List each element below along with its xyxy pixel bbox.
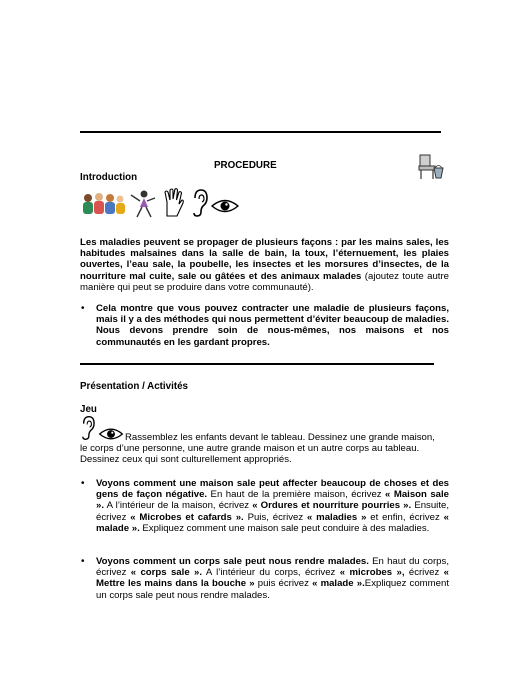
intro-heading: Introduction <box>80 172 138 183</box>
body-text-4: puis écrivez <box>254 578 313 590</box>
body-bold-3: « microbes », <box>339 567 405 579</box>
house-text-5: et enfin, écrivez <box>366 511 444 523</box>
body-bold-4: « Mettre les mains dans la bouche » <box>96 567 449 590</box>
body-text-3: écrivez <box>404 567 444 579</box>
body-bold-2: « corps sale ». <box>130 567 203 579</box>
eye-icon <box>98 427 124 441</box>
chair-bucket-clipart-icon <box>416 152 446 182</box>
children-group-icon <box>80 192 126 218</box>
clipart-strip <box>80 186 240 220</box>
intro-bullet: Cela montre que vous pouvez contracter une maladie de plusieurs façons, mais il y a des méthodes qui nous permettent d’éviter beaucoup de maladies. Nous devons prendre soin de nous-mêmes, nos maisons et nos communautés en les gardant propres. <box>96 303 449 348</box>
house-bold-2: « Maison sale ». <box>96 489 449 512</box>
top-divider <box>80 131 441 133</box>
house-lead: Voyons comment une maison sale peut affecter beaucoup de choses et des gens de façon négative. <box>96 478 449 501</box>
house-text-1: En haut de la première maison, écrivez <box>207 489 386 501</box>
bullet-dirty-body <box>96 556 449 601</box>
eye-icon <box>211 198 239 214</box>
body-text-5: Expliquez comment un corps sale peut nous rendre malades. <box>96 578 450 601</box>
jeu-text-line-1: Rassemblez les enfants devant le tableau. Dessinez une grande maison, <box>125 432 435 443</box>
jeu-text-continued: le corps d’une personne, une autre grande maison et un autre corps au tableau. Dessinez ceux qui sont culturellement appropriés. <box>80 443 420 466</box>
bullet-marker: • <box>81 303 85 314</box>
bullet-marker: • <box>81 556 85 567</box>
house-text-4: Puis, écrivez <box>243 511 307 523</box>
middle-divider <box>80 363 434 365</box>
body-bold-5: « malade ». <box>312 578 365 590</box>
body-text-1: En haut du corps, écrivez <box>96 556 449 579</box>
bullet-dirty-house <box>96 478 449 534</box>
presentation-heading: Présentation / Activités <box>80 381 188 392</box>
intro-lead: Les maladies peuvent se propager de plusieurs façons : par les mains sales, les habitudes malsaines dans la salle de bain, la toux, l’éternuement, les plaies ouvertes, l’eau sale, la poubelle, les insectes et les morsures d’insectes, de la nourriture mal cuite, sale ou gâtées et des animaux malades <box>80 237 449 282</box>
house-bold-4: « Microbes et cafards ». <box>130 511 244 523</box>
procedure-title: PROCEDURE <box>214 160 277 171</box>
body-lead: Voyons comment un corps sale peut nous rendre malades. <box>96 556 369 567</box>
house-text-3: Ensuite, écrivez <box>96 500 449 523</box>
dancing-figure-icon <box>126 189 158 219</box>
jeu-label: Jeu <box>80 404 97 415</box>
body-text-2: A l’intérieur du corps, écrivez <box>202 567 340 579</box>
house-text-2: A l’intérieur de la maison, écrivez <box>104 500 253 512</box>
house-bold-3: « Ordures et nourriture pourries ». <box>252 500 412 512</box>
house-text-6: Expliquez comment une maison sale peut conduire à des maladies. <box>139 522 430 534</box>
intro-tail: (ajoutez toute autre manière qui peut se produire dans votre communauté). <box>80 270 449 293</box>
bullet-marker: • <box>81 478 85 489</box>
ear-icon <box>191 188 209 218</box>
house-bold-5: « maladies » <box>306 511 367 523</box>
house-bold-6: « malade ». <box>96 511 449 534</box>
raised-hand-icon <box>160 186 186 218</box>
intro-paragraph <box>80 237 449 293</box>
ear-icon <box>80 415 96 441</box>
